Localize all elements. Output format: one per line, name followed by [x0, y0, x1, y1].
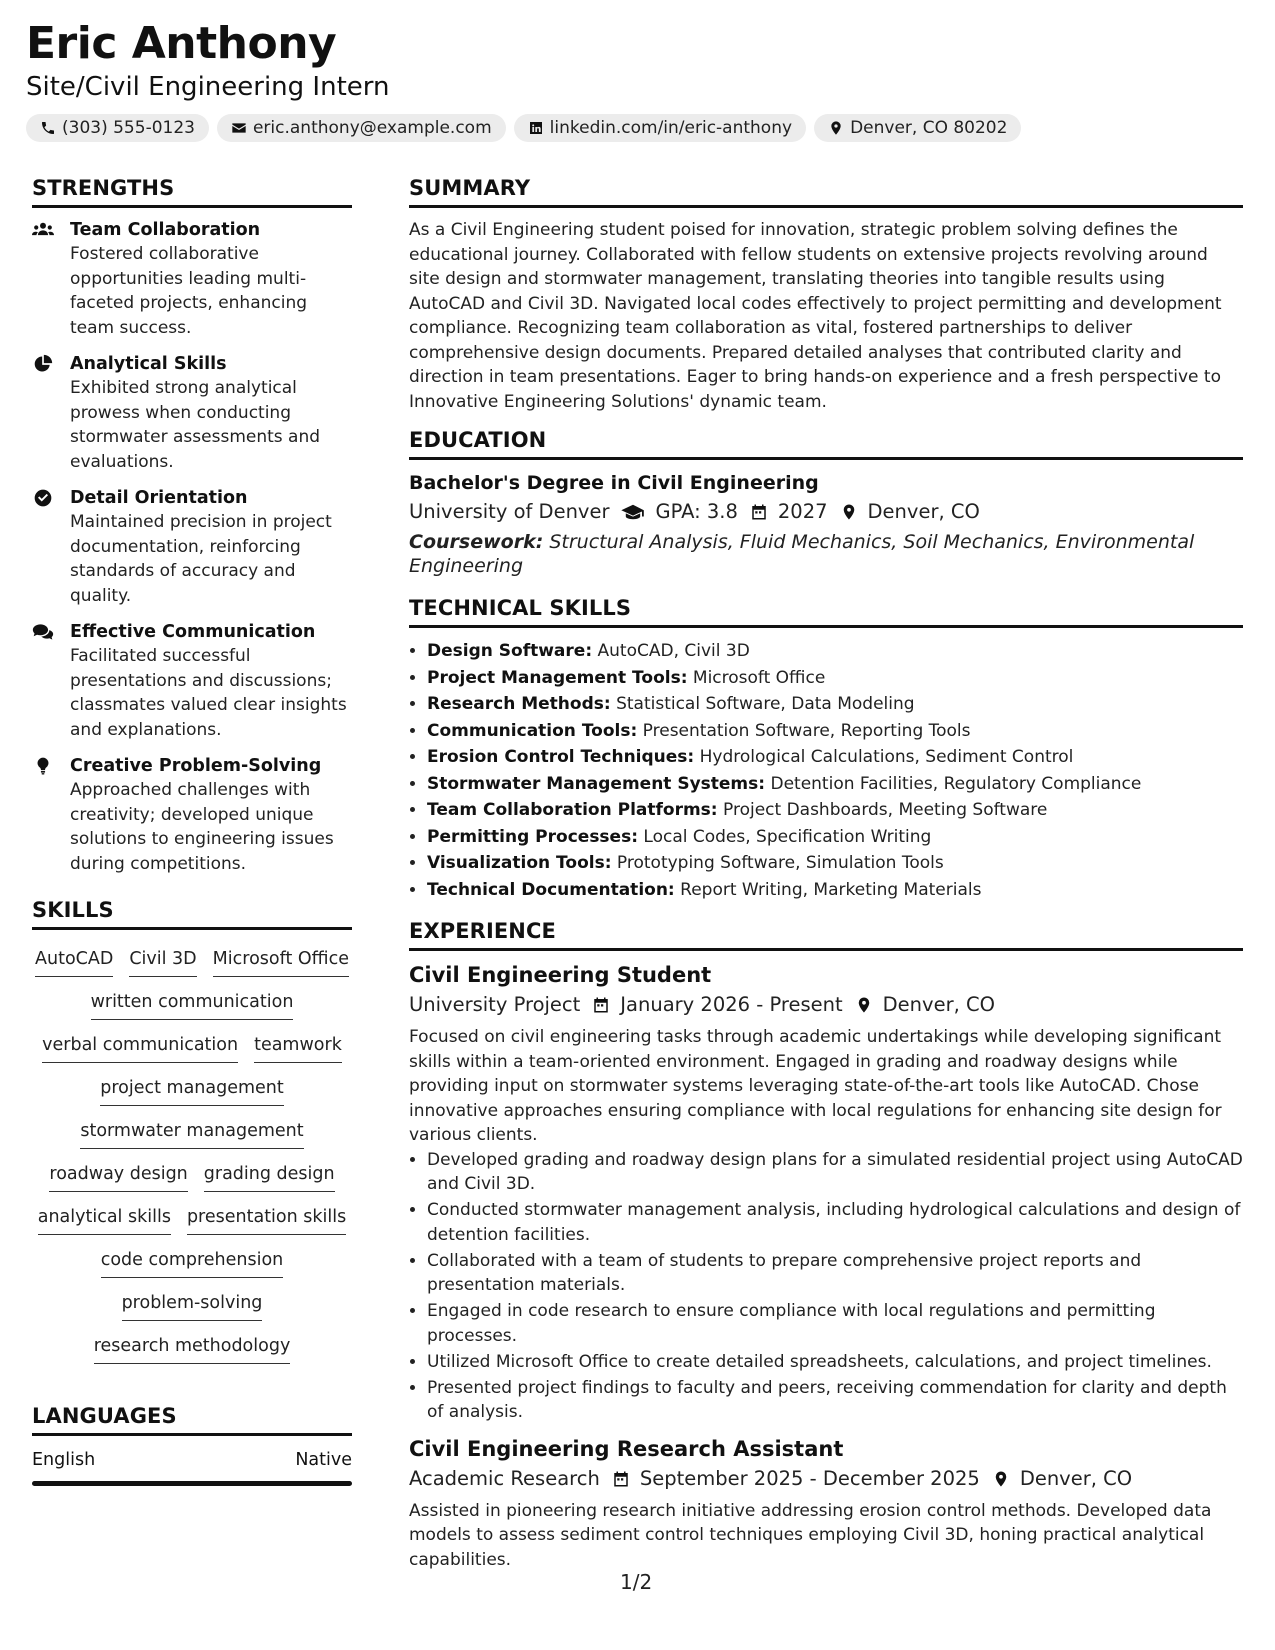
list-item — [427, 718, 1243, 745]
education-year: 2027 — [777, 500, 828, 523]
list-item — [427, 824, 1243, 851]
lightbulb-icon — [32, 756, 54, 776]
job-location: Denver, CO — [1019, 1466, 1133, 1490]
skill-tag: grading design — [204, 1161, 335, 1192]
contact-email-text: eric.anthony@example.com — [252, 118, 492, 138]
phone-icon — [40, 120, 56, 136]
tech-skill-value: Microsoft Office — [692, 667, 826, 688]
strength-item — [32, 486, 352, 608]
calendar-icon — [750, 503, 768, 521]
skill-tag: problem-solving — [122, 1290, 263, 1321]
job-summary: Assisted in pioneering research initiative addressing erosion control methods. Developed data models to assess sediment control techniques employing Civil 3D, honing practical analytical capabilities. — [409, 1500, 1212, 1570]
list-item — [427, 691, 1243, 718]
skill-tag: analytical skills — [38, 1204, 171, 1235]
language-proficiency-bar — [32, 1481, 352, 1486]
technical-skills-heading: TECHNICAL SKILLS — [409, 596, 1243, 628]
contact-email[interactable] — [217, 114, 506, 142]
strength-item — [32, 754, 352, 876]
tech-skill-label: Visualization Tools: — [427, 853, 612, 873]
strength-description: Approached challenges with creativity; developed unique solutions to engineering issues during competitions. — [70, 780, 334, 874]
location-pin-icon — [855, 996, 873, 1014]
location-pin-icon — [992, 1470, 1010, 1488]
technical-skills-list — [409, 638, 1243, 903]
contact-phone[interactable] — [26, 114, 209, 142]
tech-skill-value: Detention Facilities, Regulatory Compliance — [770, 773, 1142, 794]
page-number: 1/2 — [620, 1570, 653, 1594]
tech-skill-value: Project Dashboards, Meeting Software — [723, 800, 1048, 820]
calendar-icon — [612, 1470, 630, 1488]
skill-tag: research methodology — [94, 1333, 291, 1364]
skill-tag: Microsoft Office — [213, 946, 349, 977]
tech-skill-value: Presentation Software, Reporting Tools — [642, 720, 971, 741]
calendar-icon — [592, 996, 610, 1014]
skill-tag: project management — [100, 1075, 284, 1106]
summary-text: As a Civil Engineering student poised for innovation, strategic problem solving defines the educational journey. Collaborated with fellow students on extensive projects revolving around site design and stormwater management, translating theories into tangible results using AutoCAD and Civil 3D. Navigated local codes effectively to project permitting and development compliance. Recognizing team collaboration as vital, fostered partnerships to deliver comprehensive design documents. Prepared detailed analyses that contributed clarity and direction in team presentations. Eager to bring hands-on experience and a fresh perspective to Innovative Engineering Solutions' dynamic team. — [409, 220, 1222, 412]
list-item — [427, 638, 1243, 665]
list-item — [427, 771, 1243, 798]
location-pin-icon — [828, 120, 844, 136]
list-item: • Engaged in code research to ensure compliance with local regulations and permitting processes. — [427, 1299, 1243, 1348]
skill-tag: presentation skills — [187, 1204, 346, 1235]
degree-title: Bachelor's Degree in Civil Engineering — [409, 472, 819, 494]
tech-skill-label: Technical Documentation: — [427, 879, 675, 900]
job-title: Civil Engineering Student — [409, 963, 712, 987]
contact-location-text: Denver, CO 80202 — [850, 118, 1008, 138]
candidate-headline: Site/Civil Engineering Intern — [26, 72, 390, 102]
strength-title: Team Collaboration — [70, 220, 261, 240]
tech-skill-label: Erosion Control Techniques: — [427, 747, 695, 767]
job-dates: January 2026 - Present — [620, 993, 843, 1016]
tech-skill-label: Stormwater Management Systems: — [427, 773, 766, 794]
experience-heading: EXPERIENCE — [409, 919, 1243, 951]
education-location: Denver, CO — [867, 500, 980, 523]
linkedin-icon — [528, 120, 544, 136]
list-item — [427, 850, 1243, 877]
job-entry — [409, 961, 1243, 1425]
tech-skill-value: Prototyping Software, Simulation Tools — [616, 853, 944, 873]
job-entry — [409, 1435, 1243, 1573]
strength-description: Exhibited strong analytical prowess when conducting stormwater assessments and evaluations. — [70, 378, 321, 472]
education-meta — [409, 496, 1243, 528]
pie-chart-icon — [32, 354, 54, 374]
location-pin-icon — [840, 503, 858, 521]
coursework — [409, 530, 1243, 578]
candidate-name: Eric Anthony — [26, 18, 337, 69]
tech-skill-label: Permitting Processes: — [427, 826, 638, 847]
envelope-icon — [231, 120, 247, 136]
school-name: University of Denver — [409, 500, 610, 523]
contact-location — [814, 114, 1021, 142]
tech-skill-value: Local Codes, Specification Writing — [643, 826, 932, 847]
strength-item — [32, 218, 352, 340]
strength-title: Creative Problem-Solving — [70, 756, 322, 776]
job-title: Civil Engineering Research Assistant — [409, 1436, 844, 1461]
tech-skill-label: Design Software: — [427, 641, 593, 661]
contact-bar — [26, 114, 1021, 142]
tech-skill-value: Statistical Software, Data Modeling — [616, 694, 915, 714]
language-level: Native — [295, 1450, 352, 1470]
skill-tag: verbal communication — [42, 1032, 238, 1063]
education-gpa: GPA: 3.8 — [655, 500, 738, 523]
skill-tag: AutoCAD — [35, 946, 113, 977]
skill-tag: code comprehension — [101, 1247, 284, 1278]
skill-tag: Civil 3D — [129, 946, 196, 977]
strength-item — [32, 352, 352, 474]
strength-description: Fostered collaborative opportunities leading multi-faceted projects, enhancing team success. — [70, 244, 308, 338]
strength-title: Effective Communication — [70, 622, 316, 642]
strength-description: Maintained precision in project documentation, reinforcing standards of accuracy and quality. — [70, 512, 332, 606]
left-column — [32, 176, 352, 1486]
right-column — [409, 176, 1243, 1572]
graduation-cap-icon — [621, 503, 645, 521]
education-heading: EDUCATION — [409, 428, 1243, 460]
job-dates: September 2025 - December 2025 — [639, 1466, 980, 1490]
skills-tag-list — [32, 944, 352, 1364]
strength-item — [32, 620, 352, 742]
check-circle-icon — [32, 488, 54, 508]
list-item — [427, 877, 1243, 904]
list-item — [427, 665, 1243, 692]
skill-tag: written communication — [91, 989, 294, 1020]
coursework-list: Structural Analysis, Fluid Mechanics, Soil Mechanics, Environmental Engineering — [409, 531, 1195, 577]
list-item — [427, 797, 1243, 824]
list-item: • Developed grading and roadway design plans for a simulated residential project using AutoCAD and Civil 3D. — [427, 1148, 1243, 1197]
job-summary: Focused on civil engineering tasks through academic undertakings while developing significant skills within a team-oriented environment. Engaged in grading and roadway designs while providing input on stormwater systems leveraging state-of-the-art tools like AutoCAD. Chose innovative approaches ensuring compliance with local regulations for enhancing site design for various clients. — [409, 1027, 1222, 1145]
job-meta — [409, 989, 1243, 1021]
strengths-heading: STRENGTHS — [32, 176, 352, 208]
languages-heading: LANGUAGES — [32, 1404, 352, 1436]
skill-tag: roadway design — [49, 1161, 187, 1192]
job-bullets — [409, 1148, 1243, 1425]
contact-linkedin-text: linkedin.com/in/eric-anthony — [549, 118, 793, 138]
chat-bubbles-icon — [32, 622, 54, 642]
job-location: Denver, CO — [882, 993, 995, 1016]
list-item: • Utilized Microsoft Office to create detailed spreadsheets, calculations, and project timelines. — [427, 1350, 1243, 1375]
skill-tag: stormwater management — [80, 1118, 303, 1149]
users-icon — [32, 220, 54, 240]
tech-skill-value: Report Writing, Marketing Materials — [680, 879, 982, 900]
list-item: • Presented project findings to faculty and peers, receiving commendation for clarity and depth of analysis. — [427, 1376, 1243, 1425]
tech-skill-label: Project Management Tools: — [427, 667, 688, 688]
skills-heading: SKILLS — [32, 898, 352, 930]
language-row — [32, 1450, 352, 1470]
strength-title: Detail Orientation — [70, 488, 248, 508]
skill-tag: teamwork — [254, 1032, 342, 1063]
contact-linkedin[interactable] — [514, 114, 806, 142]
tech-skill-value: AutoCAD, Civil 3D — [597, 641, 750, 661]
tech-skill-label: Communication Tools: — [427, 720, 638, 741]
language-name: English — [32, 1450, 96, 1470]
job-meta — [409, 1463, 1243, 1495]
job-organization: Academic Research — [409, 1466, 600, 1490]
tech-skill-value: Hydrological Calculations, Sediment Control — [699, 747, 1074, 767]
job-organization: University Project — [409, 993, 581, 1016]
tech-skill-label: Team Collaboration Platforms: — [427, 800, 718, 820]
tech-skill-label: Research Methods: — [427, 694, 611, 714]
list-item: • Conducted stormwater management analysis, including hydrological calculations and design of detention facilities. — [427, 1198, 1243, 1247]
strength-title: Analytical Skills — [70, 354, 227, 374]
contact-phone-text: (303) 555-0123 — [62, 118, 195, 138]
strength-description: Facilitated successful presentations and discussions; classmates valued clear insights and explanations. — [70, 646, 347, 740]
summary-heading: SUMMARY — [409, 176, 1243, 208]
list-item — [427, 744, 1243, 771]
list-item: • Collaborated with a team of students to prepare comprehensive project reports and presentation materials. — [427, 1249, 1243, 1298]
coursework-label: Coursework: — [409, 531, 544, 553]
